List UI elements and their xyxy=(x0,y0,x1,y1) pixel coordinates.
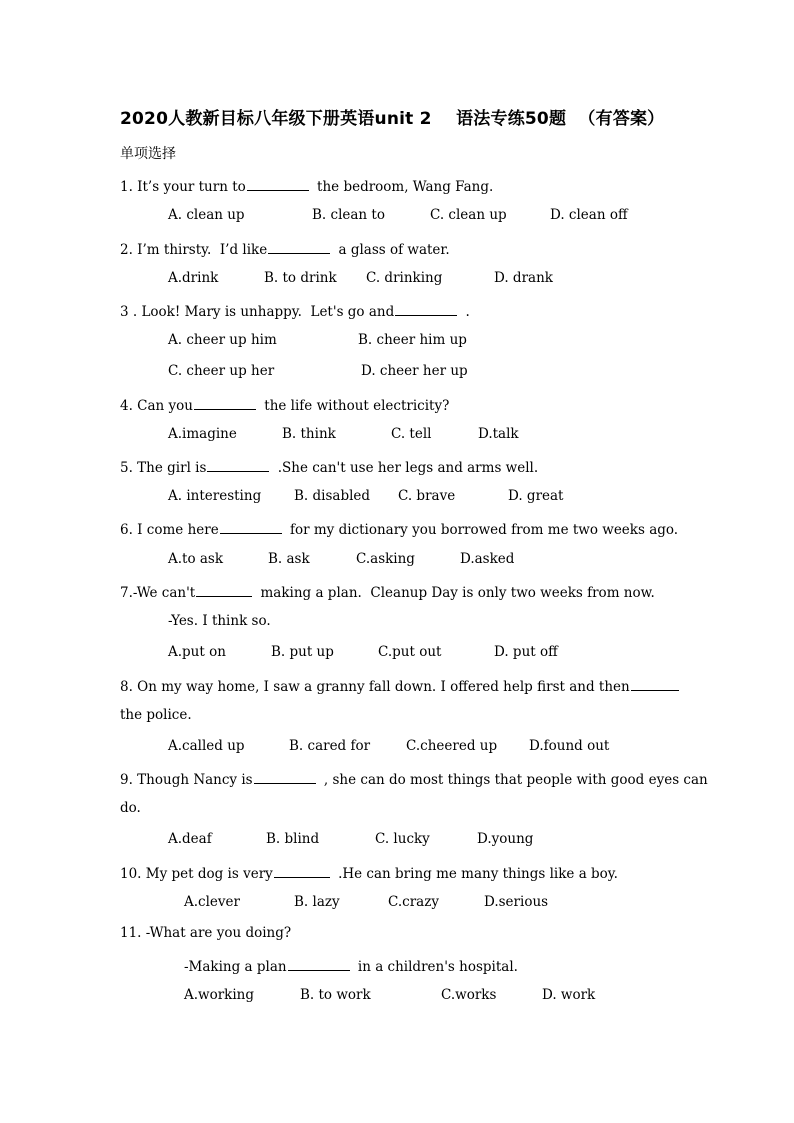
options-11 xyxy=(0,987,794,1007)
section-heading: 单项选择 xyxy=(120,146,176,162)
option-c: C. brave xyxy=(398,488,456,504)
option-d: D. great xyxy=(508,488,564,504)
option-d: D. put off xyxy=(494,644,558,660)
question-7-reply: -Yes. I think so. xyxy=(168,613,271,629)
question-1 xyxy=(120,176,493,195)
options-8 xyxy=(0,738,794,758)
question-text: . xyxy=(461,304,470,320)
question-7 xyxy=(120,582,655,601)
option-c: C. cheer up her xyxy=(168,363,275,379)
option-b: B. think xyxy=(282,426,336,442)
option-a: A.put on xyxy=(168,644,226,660)
option-c: C. lucky xyxy=(375,831,430,847)
option-d: D. work xyxy=(542,987,596,1003)
question-8 xyxy=(120,676,683,695)
question-text: for my dictionary you borrowed from me two weeks ago. xyxy=(285,522,679,538)
option-c: C. drinking xyxy=(366,270,443,286)
option-c: C.works xyxy=(441,987,497,1003)
options-4 xyxy=(0,426,794,446)
option-b: B. clean to xyxy=(312,207,385,223)
question-5 xyxy=(120,457,538,476)
question-text: 1. It’s your turn to xyxy=(120,179,246,195)
question-8-continuation: the police. xyxy=(120,707,192,723)
question-text: 4. Can you xyxy=(120,398,193,414)
option-b: B. disabled xyxy=(294,488,371,504)
option-a: A.working xyxy=(184,987,255,1003)
question-10 xyxy=(120,863,618,882)
option-a: A. interesting xyxy=(168,488,262,504)
option-c: C.cheered up xyxy=(406,738,498,754)
option-c: C.asking xyxy=(356,551,415,567)
question-text: 5. The girl is xyxy=(120,460,207,476)
options-10 xyxy=(0,894,794,914)
options-1 xyxy=(0,207,794,227)
option-c: C. tell xyxy=(391,426,432,442)
option-b: B. lazy xyxy=(294,894,340,910)
question-11: 11. -What are you doing? xyxy=(120,925,292,941)
question-text: , she can do most things that people with good eyes can xyxy=(319,772,708,788)
option-d: D. drank xyxy=(494,270,553,286)
question-11-reply xyxy=(184,956,518,975)
option-b: B. put up xyxy=(271,644,334,660)
option-a: A.deaf xyxy=(168,831,212,847)
option-d: D.young xyxy=(477,831,534,847)
option-d: D. clean off xyxy=(550,207,628,223)
question-text: 9. Though Nancy is xyxy=(120,772,253,788)
answer-blank xyxy=(247,176,309,191)
option-b: B. ask xyxy=(268,551,310,567)
option-b: B. to work xyxy=(300,987,371,1003)
options-3-row2 xyxy=(0,363,794,383)
question-text: 7.-We can't xyxy=(120,585,196,601)
question-3 xyxy=(120,301,470,320)
option-b: B. cared for xyxy=(289,738,371,754)
question-9 xyxy=(120,769,708,788)
question-text: making a plan. Cleanup Day is only two weeks from now. xyxy=(256,585,655,601)
answer-blank xyxy=(220,519,282,534)
options-9 xyxy=(0,831,794,851)
option-c: C.put out xyxy=(378,644,442,660)
options-3-row1 xyxy=(0,332,794,352)
option-a: A. cheer up him xyxy=(168,332,277,348)
options-7 xyxy=(0,644,794,664)
page-title: 2020人教新目标八年级下册英语unit 2 语法专练50题 （有答案） xyxy=(120,109,665,129)
option-a: A. clean up xyxy=(168,207,245,223)
question-text: -Making a plan xyxy=(184,959,287,975)
option-a: A.called up xyxy=(168,738,245,754)
option-d: D.asked xyxy=(460,551,515,567)
option-d: D.found out xyxy=(529,738,610,754)
option-d: D.talk xyxy=(478,426,519,442)
option-a: A.to ask xyxy=(168,551,224,567)
options-5 xyxy=(0,488,794,508)
option-b: B. cheer him up xyxy=(358,332,467,348)
option-c: C. clean up xyxy=(430,207,507,223)
options-6 xyxy=(0,551,794,571)
question-text: 8. On my way home, I saw a granny fall down. I offered help first and then xyxy=(120,679,630,695)
answer-blank xyxy=(268,239,330,254)
question-6 xyxy=(120,519,678,538)
option-a: A.clever xyxy=(184,894,240,910)
answer-blank xyxy=(288,956,350,971)
question-text: the bedroom, Wang Fang. xyxy=(312,179,494,195)
option-c: C.crazy xyxy=(388,894,439,910)
question-text: 3 . Look! Mary is unhappy. Let's go and xyxy=(120,304,395,320)
options-2 xyxy=(0,270,794,290)
question-2 xyxy=(120,239,450,258)
option-b: B. blind xyxy=(266,831,320,847)
question-text: the life without electricity? xyxy=(259,398,450,414)
question-4 xyxy=(120,395,449,414)
question-text: .She can't use her legs and arms well. xyxy=(273,460,539,476)
option-a: A.imagine xyxy=(168,426,237,442)
question-text: in a children's hospital. xyxy=(353,959,518,975)
answer-blank xyxy=(194,395,256,410)
answer-blank xyxy=(274,863,330,878)
question-text: 2. I’m thirsty. I’d like xyxy=(120,242,268,258)
answer-blank xyxy=(254,769,316,784)
option-a: A.drink xyxy=(168,270,219,286)
question-9-continuation: do. xyxy=(120,800,141,816)
answer-blank xyxy=(395,301,457,316)
answer-blank xyxy=(207,457,269,472)
question-text: 6. I come here xyxy=(120,522,219,538)
option-d: D. cheer her up xyxy=(361,363,468,379)
answer-blank xyxy=(631,676,679,691)
option-d: D.serious xyxy=(484,894,549,910)
question-text: 10. My pet dog is very xyxy=(120,866,273,882)
option-b: B. to drink xyxy=(264,270,337,286)
answer-blank xyxy=(196,582,252,597)
question-text: .He can bring me many things like a boy. xyxy=(333,866,618,882)
question-text: a glass of water. xyxy=(334,242,450,258)
